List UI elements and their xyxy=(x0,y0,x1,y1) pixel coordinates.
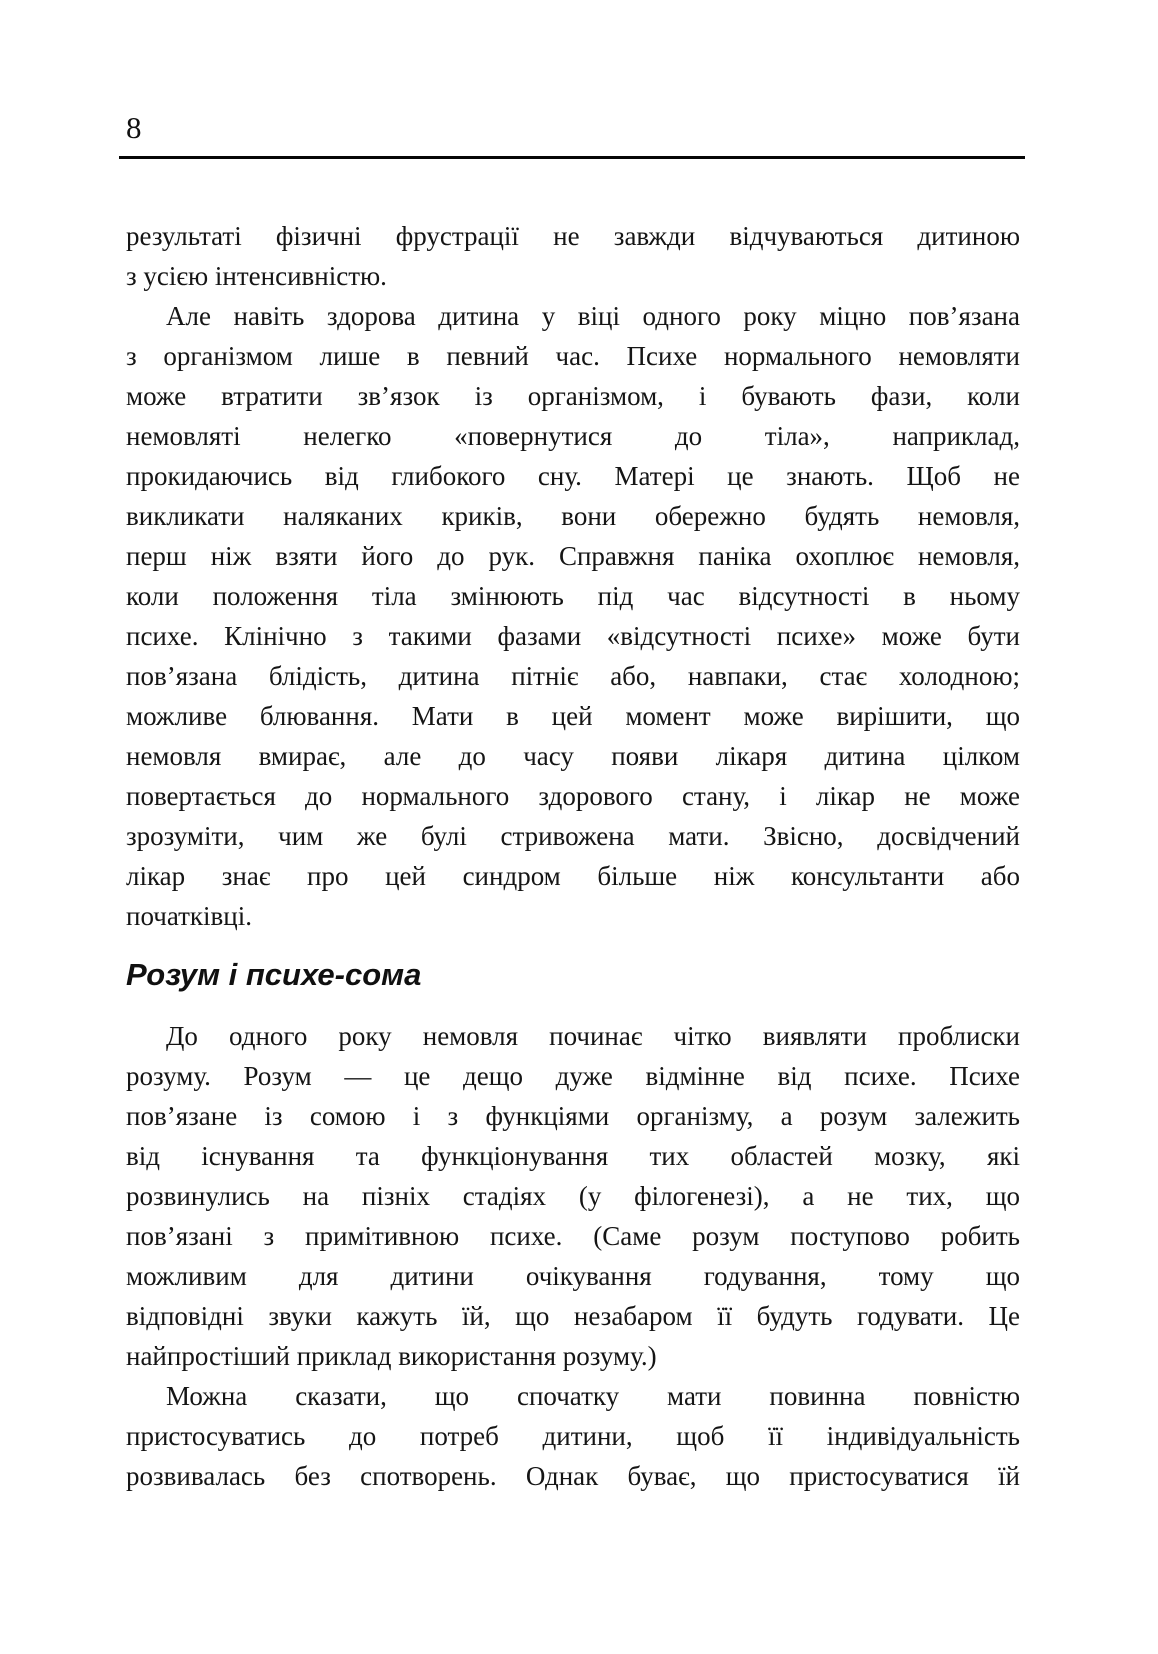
text-line: перш ніж взяти його до рук. Справжня паніка охоплює немовля, xyxy=(126,541,1020,571)
paragraph xyxy=(126,1376,1020,1496)
text-line: може втратити зв’язок із організмом, і бувають фази, коли xyxy=(126,381,1020,411)
text-line: відповідні звуки кажуть їй, що незабаром її будуть годувати. Це xyxy=(126,1301,1020,1331)
text-line: лікар знає про цей синдром більше ніж консультанти або xyxy=(126,861,1020,891)
paragraph xyxy=(126,296,1020,936)
text-line: психе. Клінічно з такими фазами «відсутності психе» може бути xyxy=(126,621,1020,651)
text-line: викликати наляканих криків, вони обережно будять немовля, xyxy=(126,501,1020,531)
text-line: коли положення тіла змінюють під час відсутності в ньому xyxy=(126,581,1020,611)
text-line: пов’язана блідість, дитина пітніє або, навпаки, стає холодною; xyxy=(126,661,1020,691)
text-line: найпростіший приклад використання розуму.) xyxy=(126,1341,657,1371)
header-rule xyxy=(119,156,1025,159)
page-number: 8 xyxy=(126,110,142,145)
text-line: немовля вмирає, але до часу появи лікаря дитина цілком xyxy=(126,741,1020,771)
text-line: результаті фізичні фрустрації не завжди відчуваються дитиною xyxy=(126,221,1020,251)
text-line: пристосуватись до потреб дитини, щоб її індивідуальність xyxy=(126,1421,1020,1451)
text-line: прокидаючись від глибокого сну. Матері це знають. Щоб не xyxy=(126,461,1020,491)
text-line: початківці. xyxy=(126,901,252,931)
text-line: Можна сказати, що спочатку мати повинна повністю xyxy=(166,1381,1020,1411)
section-heading: Розум і психе-сома xyxy=(126,957,422,992)
text-line: розвивалась без спотворень. Однак буває, що пристосуватися їй xyxy=(126,1461,1020,1491)
text-line: можливим для дитини очікування годування, тому що xyxy=(126,1261,1020,1291)
text-line: Але навіть здорова дитина у віці одного року міцно пов’язана xyxy=(166,301,1020,331)
page-body xyxy=(126,216,1020,1496)
text-line: розуму. Розум — це дещо дуже відмінне від психе. Психе xyxy=(126,1061,1020,1091)
text-line: з усією інтенсивністю. xyxy=(126,261,387,291)
text-line: розвинулись на пізніх стадіях (у філогенезі), а не тих, що xyxy=(126,1181,1020,1211)
paragraph xyxy=(126,1016,1020,1376)
text-line: немовляті нелегко «повернутися до тіла», наприклад, xyxy=(126,421,1020,451)
text-line: До одного року немовля починає чітко виявляти проблиски xyxy=(166,1021,1020,1051)
text-line: можливе блювання. Мати в цей момент може вирішити, що xyxy=(126,701,1020,731)
text-line: пов’язане із сомою і з функціями організму, а розум залежить xyxy=(126,1101,1020,1131)
text-line: з організмом лише в певний час. Психе нормального немовляти xyxy=(126,341,1020,371)
paragraph xyxy=(126,216,1020,296)
text-line: від існування та функціонування тих областей мозку, які xyxy=(126,1141,1020,1171)
text-line: пов’язані з примітивною психе. (Саме розум поступово робить xyxy=(126,1221,1020,1251)
text-line: повертається до нормального здорового стану, і лікар не може xyxy=(126,781,1020,811)
text-line: зрозуміти, чим же булі стривожена мати. Звісно, досвідчений xyxy=(126,821,1020,851)
